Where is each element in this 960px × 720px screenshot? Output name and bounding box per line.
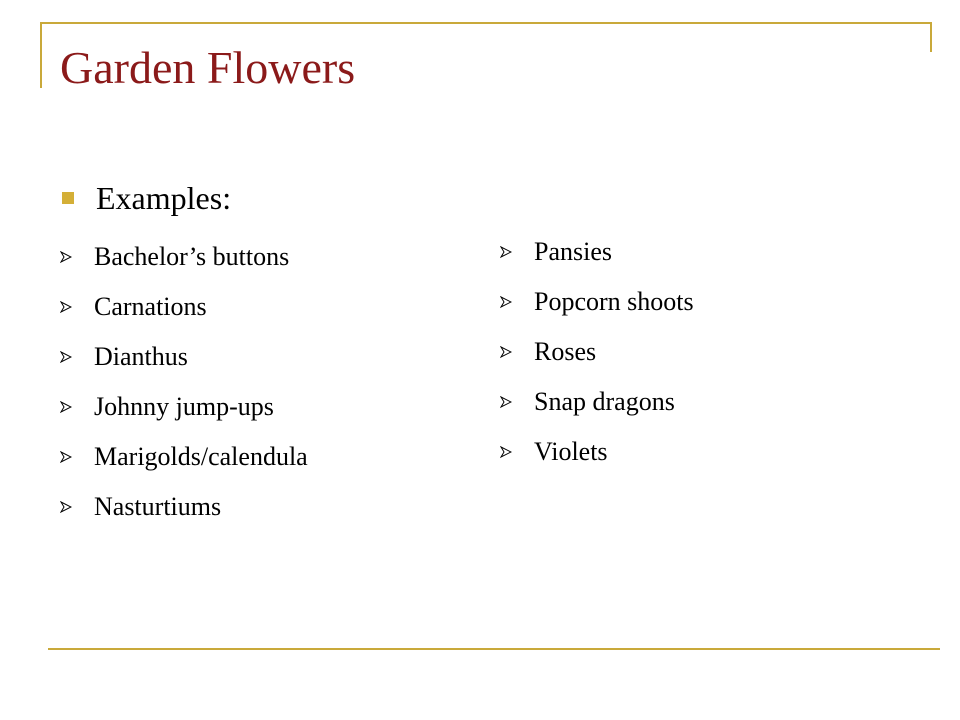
slide-title: Garden Flowers — [60, 42, 356, 93]
arrow-bullet-icon — [500, 396, 512, 408]
examples-heading-text: Examples: — [96, 180, 232, 216]
list-item-label: Snap dragons — [534, 387, 675, 416]
arrow-bullet-icon — [60, 401, 72, 413]
square-bullet-icon — [62, 192, 74, 204]
arrow-bullet-icon — [60, 251, 72, 263]
list-item — [500, 227, 694, 277]
flower-list-left — [60, 232, 308, 532]
examples-heading — [60, 178, 231, 218]
frame-line-right — [930, 22, 932, 52]
list-item — [500, 327, 694, 377]
list-item-label: Pansies — [534, 237, 612, 266]
list-item — [500, 377, 694, 427]
list-item — [60, 382, 308, 432]
arrow-bullet-icon — [60, 451, 72, 463]
list-item — [60, 482, 308, 532]
frame-line-left — [40, 22, 42, 88]
arrow-bullet-icon — [500, 346, 512, 358]
list-item-label: Roses — [534, 337, 597, 366]
arrow-bullet-icon — [60, 301, 72, 313]
list-item — [500, 427, 694, 477]
list-item — [500, 277, 694, 327]
list-item — [60, 332, 308, 382]
arrow-bullet-icon — [500, 246, 512, 258]
list-item-label: Bachelor’s buttons — [94, 242, 290, 271]
flower-list-right — [500, 227, 694, 477]
frame-line-bottom — [48, 648, 940, 650]
list-item-label: Dianthus — [94, 342, 188, 371]
frame-line-top — [40, 22, 932, 24]
arrow-bullet-icon — [500, 296, 512, 308]
arrow-bullet-icon — [500, 446, 512, 458]
list-item — [60, 282, 308, 332]
list-item-label: Violets — [534, 437, 608, 466]
list-item-label: Carnations — [94, 292, 207, 321]
list-item-label: Johnny jump-ups — [94, 392, 274, 421]
list-item-label: Nasturtiums — [94, 492, 222, 521]
list-item — [60, 232, 308, 282]
arrow-bullet-icon — [60, 501, 72, 513]
arrow-bullet-icon — [60, 351, 72, 363]
list-item-label: Marigolds/calendula — [94, 442, 308, 471]
list-item-label: Popcorn shoots — [534, 287, 694, 316]
list-item — [60, 432, 308, 482]
